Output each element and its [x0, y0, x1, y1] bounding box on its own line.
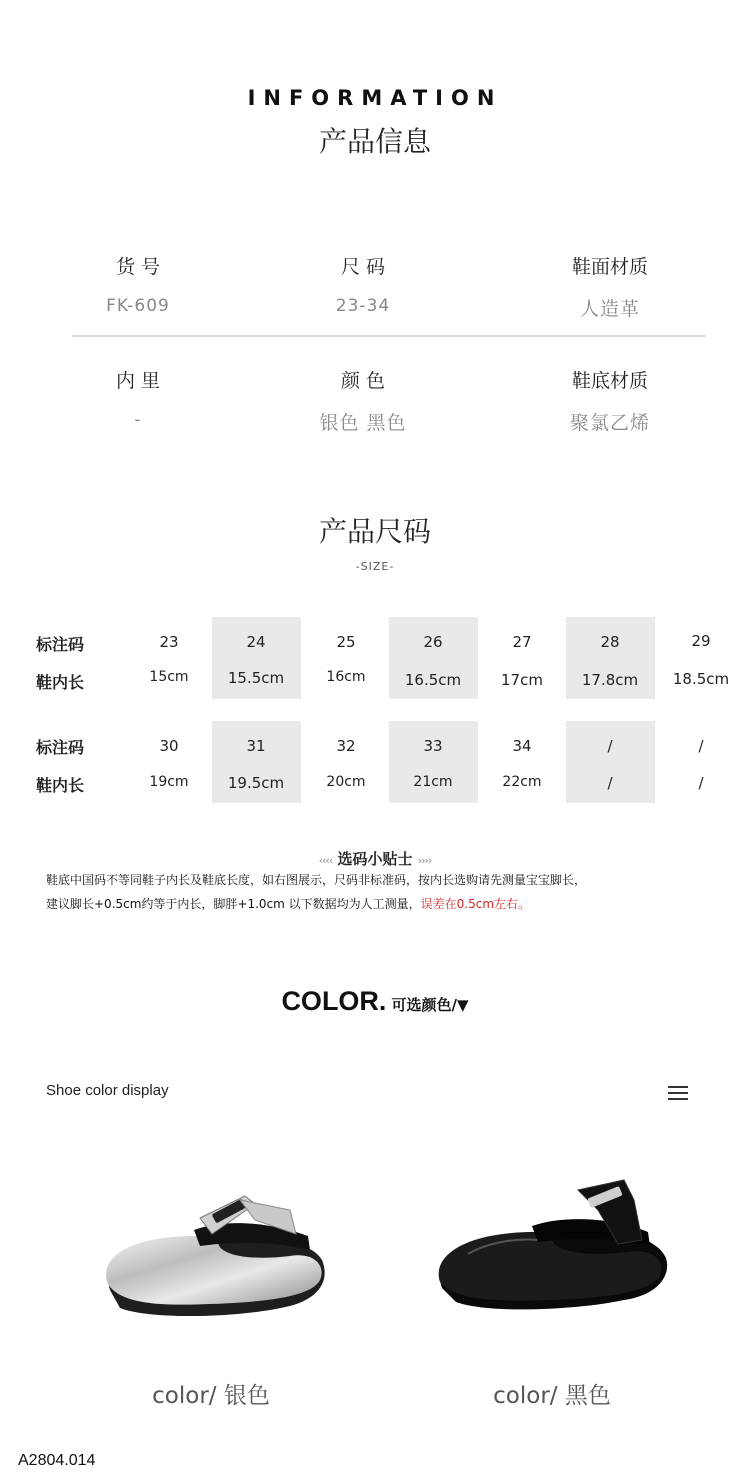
hamburger-menu-icon[interactable] — [668, 1086, 688, 1102]
tips-line-2 — [46, 895, 530, 912]
tips-line-2-text: 建议脚长+0.5cm约等于内长，脚胖+1.0cm 以下数据均为人工测量， — [46, 897, 421, 911]
size-row-label-code: 标注码 — [36, 635, 85, 654]
size-length-cell: 19.5cm — [227, 774, 285, 792]
info-value-item-no: FK-609 — [106, 296, 170, 316]
tips-line-2-warning: 误差在0.5cm左右。 — [420, 897, 531, 911]
size-length-cell: 18.5cm — [672, 670, 730, 688]
size-code-cell: 30 — [159, 737, 179, 755]
size-row-label-length: 鞋内长 — [36, 776, 85, 795]
size-length-cell: 15cm — [149, 669, 189, 685]
info-value-sole-material: 聚氯乙烯 — [569, 412, 650, 434]
size-length-cell: 16.5cm — [404, 671, 462, 689]
size-tips-title — [0, 848, 750, 869]
size-length-cell: / — [698, 774, 704, 792]
info-divider — [72, 335, 706, 337]
product-code: A2804.014 — [18, 1452, 96, 1469]
size-row-label-code: 标注码 — [36, 738, 85, 757]
down-triangle-icon: ▼ — [457, 996, 469, 1014]
info-label-upper-material: 鞋面材质 — [571, 256, 648, 278]
product-info-subtitle: 产品信息 — [318, 125, 431, 158]
size-length-cell: 21cm — [413, 774, 453, 790]
size-length-cell: 22cm — [502, 774, 542, 790]
color-heading-word: COLOR. — [281, 986, 387, 1016]
info-label-size: 尺 码 — [340, 256, 386, 278]
size-subtitle: -SIZE- — [355, 560, 395, 573]
size-code-cell: 25 — [336, 633, 356, 651]
size-length-cell: 17cm — [501, 671, 543, 689]
size-code-cell: 32 — [336, 737, 356, 755]
size-code-cell: / — [607, 737, 613, 755]
size-code-cell: 23 — [159, 633, 179, 651]
size-row-label-length: 鞋内长 — [36, 673, 85, 692]
information-title: INFORMATION — [247, 86, 503, 110]
size-length-cell: 20cm — [326, 774, 366, 790]
size-length-cell: 15.5cm — [227, 669, 285, 687]
size-code-cell: 28 — [600, 633, 620, 651]
size-code-cell: 24 — [246, 633, 266, 651]
info-value-upper-material: 人造革 — [579, 298, 640, 320]
info-label-color: 颜 色 — [340, 370, 386, 392]
size-code-cell: 27 — [512, 633, 532, 651]
black-color-caption: color/ 黑色 — [493, 1383, 611, 1409]
info-value-color: 银色 黑色 — [319, 412, 407, 434]
silver-color-caption: color/ 银色 — [152, 1383, 270, 1409]
size-length-cell: 17.8cm — [581, 671, 639, 689]
color-heading-cn: 可选颜色/ — [391, 996, 458, 1014]
size-code-cell: 29 — [691, 632, 711, 650]
info-label-lining: 内 里 — [115, 370, 161, 392]
size-title: 产品尺码 — [318, 515, 431, 548]
size-code-cell: 31 — [246, 737, 266, 755]
size-length-cell: 19cm — [149, 774, 189, 790]
shoe-color-display-label: Shoe color display — [46, 1082, 169, 1099]
size-code-cell: / — [698, 737, 704, 755]
tips-title-text: 选码小贴士 — [337, 850, 413, 868]
size-length-cell: 16cm — [326, 669, 366, 685]
tips-arrows-left: ‹‹‹‹ — [318, 854, 333, 867]
tips-arrows-right: ›››› — [417, 854, 432, 867]
size-code-cell: 33 — [423, 737, 443, 755]
tips-line-1: 鞋底中国码不等同鞋子内长及鞋底长度，如右图展示，尺码非标准码，按内长选购请先测量宝宝脚长， — [46, 873, 587, 887]
info-label-sole-material: 鞋底材质 — [571, 370, 648, 392]
info-label-item-no: 货 号 — [115, 256, 161, 278]
silver-shoe-image — [90, 1180, 340, 1330]
info-value-size: 23-34 — [335, 296, 391, 316]
size-code-cell: 34 — [512, 737, 532, 755]
info-value-lining: - — [134, 410, 142, 430]
black-shoe-image — [428, 1170, 678, 1320]
color-heading — [0, 986, 750, 1017]
size-code-cell: 26 — [423, 633, 443, 651]
size-column-shade — [389, 721, 478, 803]
size-length-cell: / — [607, 774, 613, 792]
